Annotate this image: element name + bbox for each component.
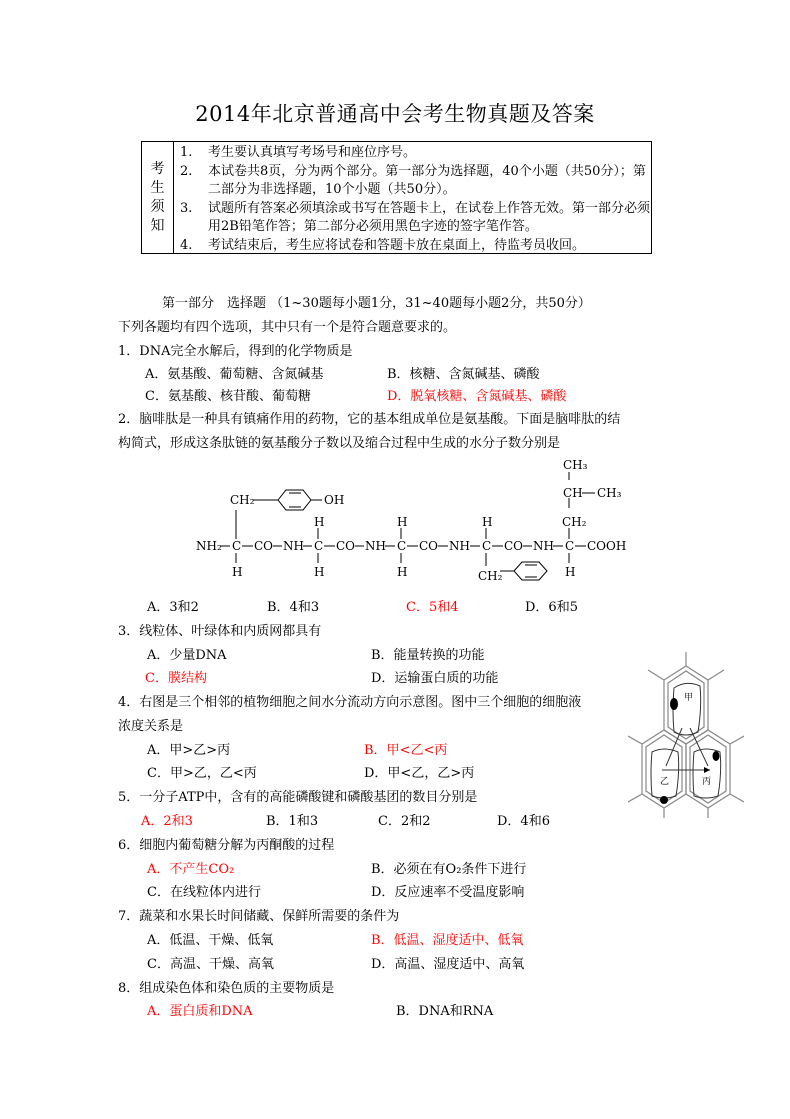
notice-label-char: 考: [150, 160, 165, 177]
svg-text:C: C: [482, 539, 492, 553]
peptide-structure-figure: [190, 450, 640, 590]
q6-option-b: B．必须在有O₂条件下进行: [371, 862, 527, 877]
svg-text:CO: CO: [504, 539, 524, 553]
notice-text: 试题所有答案必须填涂或书写在答题卡上，在试卷上作答无效。第一部分必须用2B铅笔作答；第二部分必须用黑色字迹的签字笔作答。: [208, 200, 651, 234]
exam-notice-box: [141, 141, 652, 254]
q7-option-c: C．高温、干燥、高氧: [147, 957, 274, 972]
svg-text:C: C: [565, 539, 575, 553]
question-2-stem: 2．脑啡肽是一种具有镇痛作用的药物，它的基本组成单位是氨基酸。下面是脑啡肽的结: [118, 412, 621, 427]
question-8-stem: 8．组成染色体和染色质的主要物质是: [118, 981, 335, 996]
notice-item: [180, 144, 651, 163]
q6-option-a-answer: A．不产生CO₂: [147, 862, 235, 877]
q1-option-b: B．核糖、含氮碱基、磷酸: [387, 367, 540, 382]
q1-option-d-answer: D．脱氧核糖、含氮碱基、磷酸: [387, 389, 567, 404]
notice-item: [180, 237, 651, 256]
question-7-stem: 7．蔬菜和水果长时间储藏、保鲜所需要的条件为: [118, 909, 400, 924]
q5-option-d: D．4和6: [497, 814, 550, 829]
svg-text:C: C: [397, 539, 407, 553]
notice-text: 考试结束后，考生应将试卷和答题卡放在桌面上，待监考员收回。: [208, 237, 586, 253]
q6-option-d: D．反应速率不受温度影响: [371, 885, 525, 900]
notice-label-char: 生: [150, 179, 165, 196]
svg-text:C: C: [232, 539, 242, 553]
q5-option-b: B．1和3: [266, 814, 319, 829]
question-1-stem: 1．DNA完全水解后，得到的化学物质是: [118, 344, 353, 359]
svg-text:CO: CO: [254, 539, 274, 553]
q2-option-d: D．6和5: [525, 600, 578, 615]
q4-option-d: D．甲<乙，乙>丙: [364, 766, 475, 781]
notice-label: [142, 142, 174, 253]
plant-cells-diagram: [628, 652, 744, 818]
notice-label-char: 知: [150, 217, 165, 234]
notice-item: [180, 163, 651, 200]
page-title: 2014年北京普通高中会考生物真题及答案: [195, 102, 595, 126]
svg-text:NH₂: NH₂: [196, 539, 222, 553]
q2-option-a: A．3和2: [147, 600, 199, 615]
svg-text:COOH: COOH: [587, 539, 627, 553]
notice-items: [174, 142, 651, 253]
svg-text:C: C: [314, 539, 324, 553]
q1-option-c: C．氨基酸、核苷酸、葡萄糖: [145, 389, 311, 404]
svg-text:CH₃: CH₃: [597, 486, 622, 500]
svg-text:H: H: [397, 515, 408, 529]
question-2-stem-cont: 构简式，形成这条肽链的氨基酸分子数以及缩合过程中生成的水分子数分别是: [118, 436, 561, 451]
question-5-stem: 5．一分子ATP中，含有的高能磷酸键和磷酸基团的数目分别是: [118, 790, 478, 805]
question-4-stem-cont: 浓度关系是: [118, 719, 184, 734]
q7-option-d: D．高温、湿度适中、高氧: [371, 957, 525, 972]
q8-option-a-answer: A．蛋白质和DNA: [147, 1004, 253, 1019]
q3-option-c-answer: C．膜结构: [145, 671, 207, 686]
notice-text: 考生要认真填写考场号和座位序号。: [208, 145, 417, 160]
svg-text:H: H: [482, 515, 493, 529]
notice-num: 2.: [180, 163, 193, 179]
q4-option-a: A．甲>乙>丙: [147, 743, 231, 758]
q8-option-b: B．DNA和RNA: [396, 1004, 494, 1019]
q7-option-a: A．低温、干燥、低氧: [147, 933, 274, 948]
peptide-structure-diagram: [190, 450, 640, 590]
svg-text:NH: NH: [449, 539, 470, 553]
svg-text:CH: CH: [563, 486, 583, 500]
q2-option-c-answer: C．5和4: [406, 600, 459, 615]
cell-label-jia: 甲: [684, 693, 694, 703]
plant-cells-figure: [628, 652, 744, 818]
question-4-stem: 4．右图是三个相邻的植物细胞之间水分流动方向示意图。图中三个细胞的细胞液: [118, 695, 582, 710]
q5-option-a-answer: A．2和3: [141, 814, 193, 829]
svg-text:NH: NH: [283, 539, 304, 553]
svg-text:CH₂: CH₂: [478, 569, 503, 583]
notice-num: 1.: [180, 145, 193, 160]
section-instruction: 下列各题均有四个选项，其中只有一个是符合题意要求的。: [118, 320, 457, 335]
svg-text:H: H: [314, 565, 325, 579]
q6-option-c: C．在线粒体内进行: [147, 885, 261, 900]
svg-text:CO: CO: [336, 539, 356, 553]
svg-text:NH: NH: [365, 539, 386, 553]
svg-text:CH₃: CH₃: [563, 458, 588, 472]
q3-option-b: B．能量转换的功能: [371, 648, 485, 663]
q4-option-c: C．甲>乙，乙<丙: [147, 766, 257, 781]
svg-text:H: H: [565, 565, 576, 579]
svg-text:H: H: [397, 565, 408, 579]
svg-text:H: H: [314, 515, 325, 529]
q5-option-c: C．2和2: [378, 814, 431, 829]
section-heading: 第一部分 选择题 （1~30题每小题1分，31~40题每小题2分，共50分）: [162, 296, 591, 311]
svg-text:NH: NH: [533, 539, 554, 553]
svg-text:CH₂: CH₂: [230, 493, 255, 507]
question-6-stem: 6．细胞内葡萄糖分解为丙酮酸的过程: [118, 838, 335, 853]
notice-label-char: 须: [150, 198, 165, 215]
notice-num: 4.: [180, 237, 193, 253]
q4-option-b-answer: B．甲<乙<丙: [364, 743, 448, 758]
q7-option-b-answer: B．低温、湿度适中、低氧: [371, 933, 524, 948]
svg-text:OH: OH: [324, 493, 345, 507]
notice-text: 本试卷共8页，分为两个部分。第一部分为选择题，40个小题（共50分）；第二部分为非选择题，10个小题（共50分）。: [208, 163, 646, 197]
question-3-stem: 3．线粒体、叶绿体和内质网都具有: [118, 624, 322, 639]
notice-num: 3.: [180, 200, 193, 216]
svg-text:CO: CO: [419, 539, 439, 553]
cell-label-bing: 丙: [702, 777, 712, 787]
q3-option-a: A．少量DNA: [147, 648, 227, 663]
cell-label-yi: 乙: [660, 777, 670, 787]
q3-option-d: D．运输蛋白质的功能: [371, 671, 499, 686]
svg-text:CH₂: CH₂: [562, 515, 587, 529]
q1-option-a: A．氨基酸、葡萄糖、含氮碱基: [145, 367, 324, 382]
notice-item: [180, 200, 651, 237]
q2-option-b: B．4和3: [267, 600, 320, 615]
svg-text:H: H: [232, 565, 243, 579]
